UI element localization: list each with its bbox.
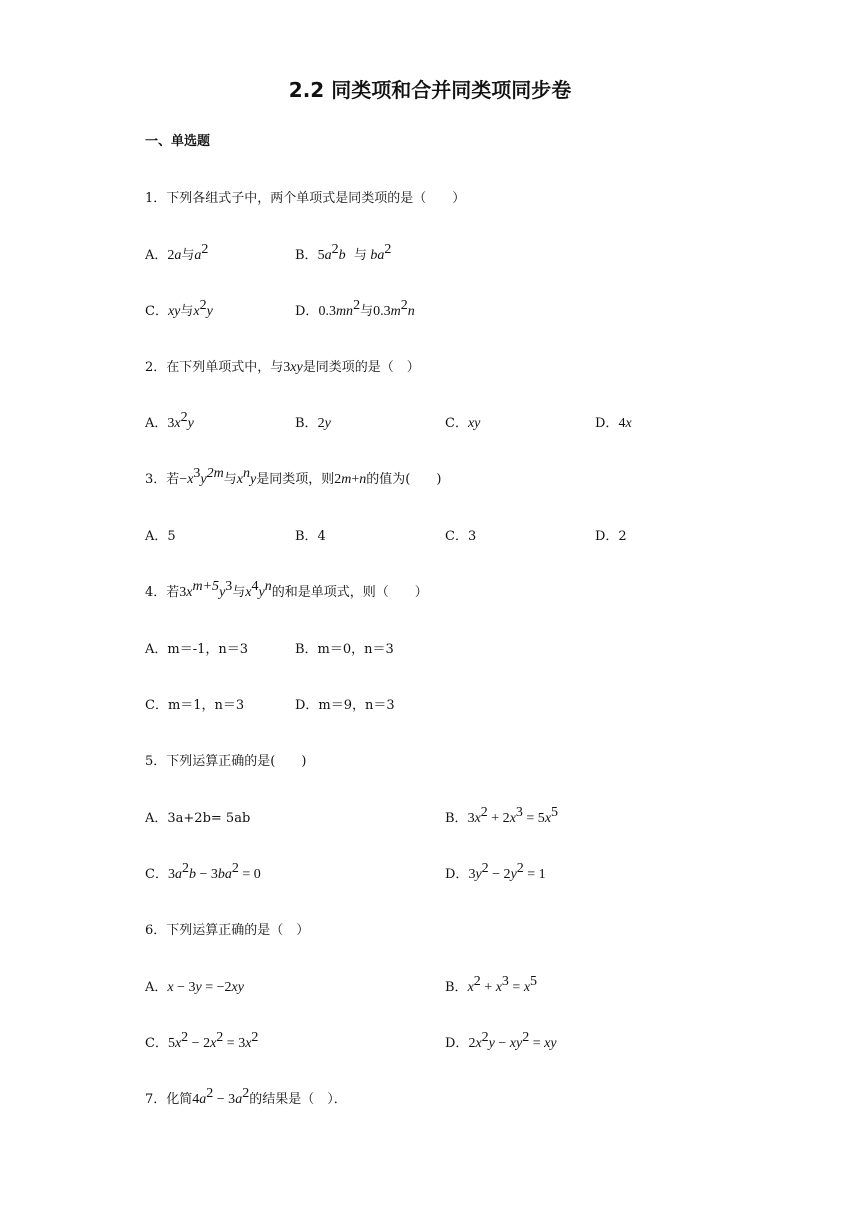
question-6-stem: 6．下列运算正确的是（ ） — [145, 923, 310, 938]
q6-option-b: B．$x^2 + x^3 = x^5$ — [445, 974, 538, 995]
q2-option-c: C．xy — [445, 416, 481, 431]
q2-option-d: D．4x — [595, 416, 632, 431]
q5-option-d: D．$3y^2 - 2y^2 = 1$ — [445, 861, 546, 882]
question-3-stem: 3．若$-x^3y^{2m}$与$x^ny$是同类项，则2m+n的值为( ) — [145, 466, 442, 487]
q1-option-a: A．2a与$a^2$ — [145, 242, 209, 263]
option-label: D． — [595, 416, 619, 431]
q3-option-c: C．3 — [445, 529, 477, 544]
option-label: B． — [295, 416, 318, 431]
option-label: C． — [445, 416, 468, 431]
question-4-stem: 4．若$3x^{m+5}y^3$与$x^4y^n$的和是单项式，则（ ） — [145, 579, 428, 600]
page-title: 2.2 同类项和合并同类项同步卷 — [288, 78, 572, 102]
connector-text: 与 — [360, 304, 374, 319]
option-label: B． — [295, 248, 318, 263]
q1-option-c: C．xy与$x^2y$ — [145, 298, 213, 319]
question-2-stem: 2．在下列单项式中，与3xy是同类项的是（ ） — [145, 360, 420, 375]
q1-option-b: B．$5a^2b$ 与 $ba^2$ — [295, 242, 392, 263]
q4-option-d: D．m＝9，n＝3 — [295, 698, 395, 713]
section-heading: 一、单选题 — [145, 134, 211, 149]
connector-text: 与 — [353, 248, 367, 263]
question-1-stem: 1．下列各组式子中，两个单项式是同类项的是（ ） — [145, 191, 466, 206]
q2-option-b: B．2y — [295, 416, 331, 431]
q6-option-d: D．$2x^2y - xy^2$ = xy — [445, 1030, 557, 1051]
q3-option-d: D．2 — [595, 529, 627, 544]
q5-option-c: C．$3a^2b - 3ba^2 = 0$ — [145, 861, 261, 882]
connector-text: 与 — [180, 304, 194, 319]
option-label: A． — [145, 416, 168, 431]
q5-option-a: A．3a+2b= 5ab — [145, 811, 251, 826]
option-label: D． — [445, 1036, 469, 1051]
question-5-stem: 5．下列运算正确的是( ) — [145, 754, 307, 769]
option-label: B． — [445, 980, 468, 995]
q4-option-a: A．m＝-1，n＝3 — [145, 642, 249, 657]
q2-option-a: A．$3x^2y$ — [145, 410, 194, 431]
option-label: D． — [445, 867, 469, 882]
option-label: B． — [445, 811, 468, 826]
q3-option-b: B．4 — [295, 529, 326, 544]
q5-option-b: B．$3x^2 + 2x^3 = 5x^5$ — [445, 805, 559, 826]
option-label: C． — [145, 867, 168, 882]
q6-option-a: A．x − 3y = −2xy — [145, 980, 244, 995]
q4-option-c: C．m＝1，n＝3 — [145, 698, 245, 713]
q4-option-b: B．m＝0，n＝3 — [295, 642, 394, 657]
q6-option-c: C．$5x^2 - 2x^2 = 3x^2$ — [145, 1030, 259, 1051]
connector-text: 与 — [181, 248, 195, 263]
q1-option-d: D．$0.3mn^2$与$0.3m^2n$ — [295, 298, 415, 319]
option-label: C． — [145, 304, 168, 319]
q3-option-a: A．5 — [145, 529, 176, 544]
option-label: A． — [145, 980, 168, 995]
option-label: C． — [145, 1036, 168, 1051]
option-label: A． — [145, 248, 168, 263]
question-7-stem: 7．化简$4a^2 - 3a^2$的结果是（ ）． — [145, 1086, 347, 1107]
option-label: D． — [295, 304, 319, 319]
